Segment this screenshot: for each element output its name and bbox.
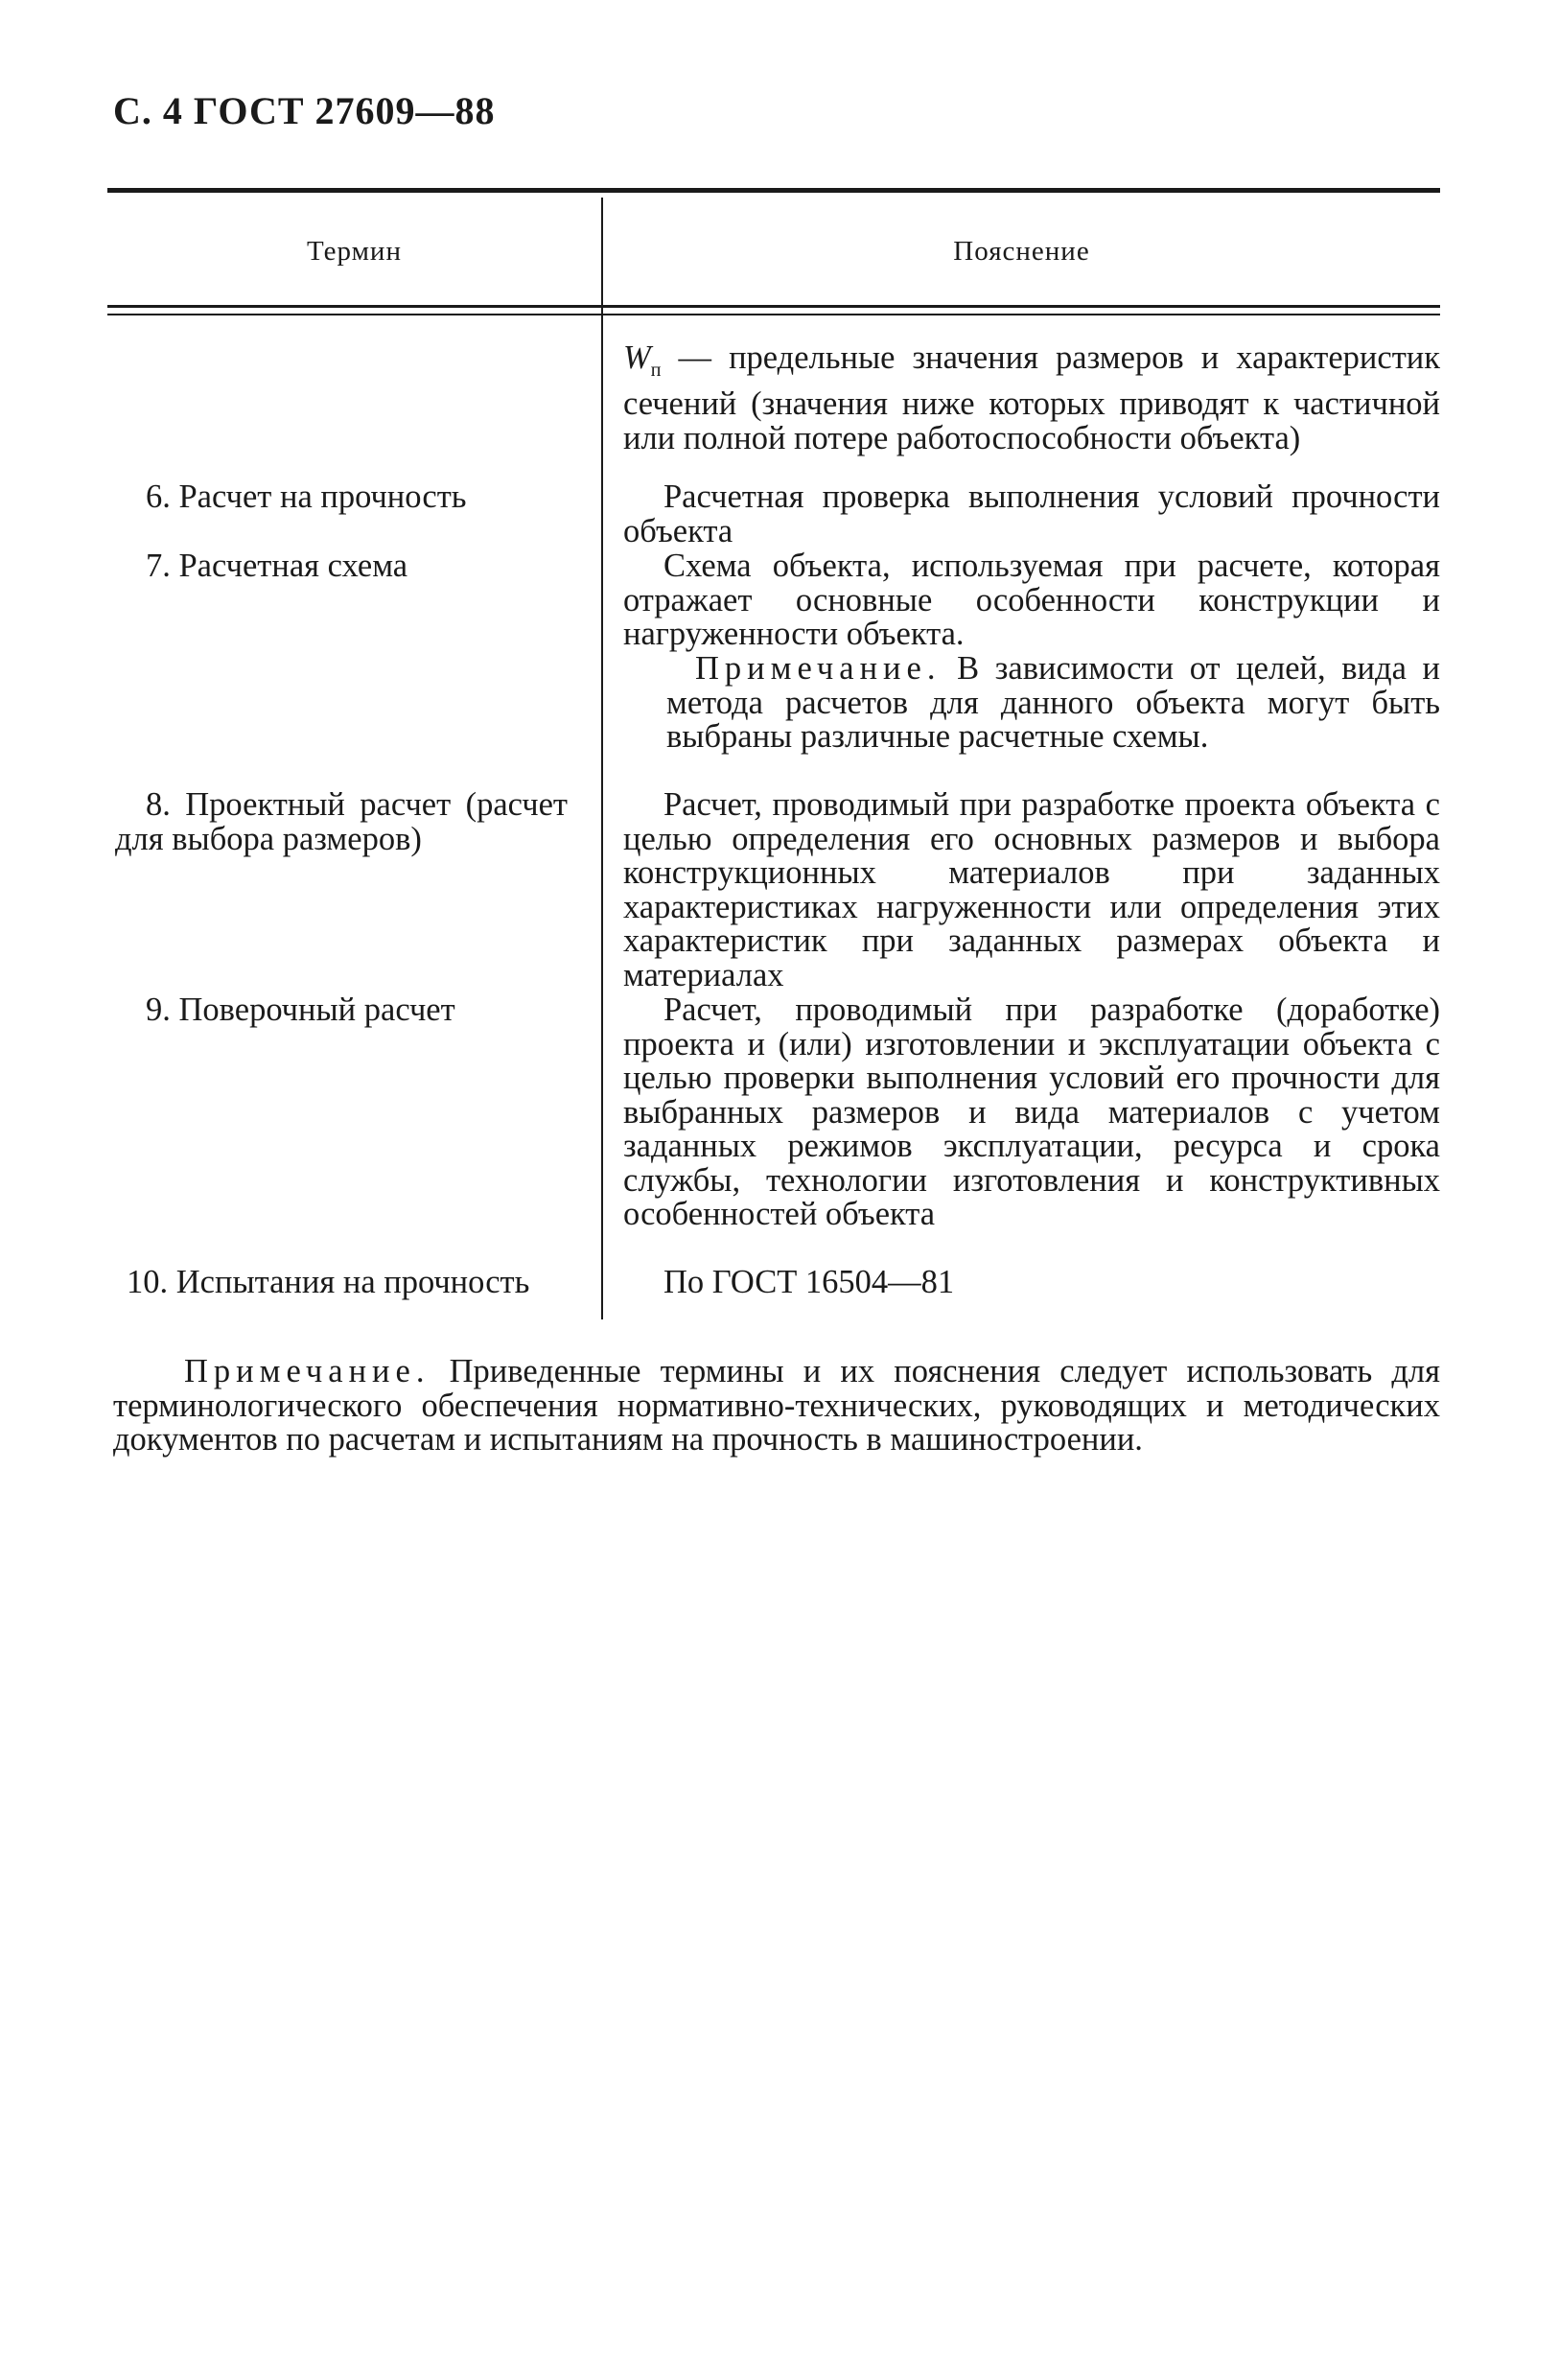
footnote-label: Примечание. [184,1353,430,1389]
term-7: 7. Расчетная схема [146,548,408,584]
column-divider [601,198,603,1319]
explanation-9: Расчет, проводимый при разработке (доработке) проекта и (или) изготовлении и эксплуатации объекта с целью проверки выполнения условий его прочности для выбранных размеров и вида материалов с учетом заданных режимов эксплуатации, ресурса и срока службы, технологии изготовления и конструктивных особенностей объекта [623,992,1440,1232]
footnote-text: Приведенные термины и их пояснения следует использовать для терминологического обеспечения нормативно-технических, руководящих и методических документов по расчетам и испытаниям на прочность в машиностроении. [113,1353,1440,1458]
page-header: С. 4 ГОСТ 27609—88 [113,89,496,132]
table-top-rule [107,188,1440,193]
explanation-7: Схема объекта, используемая при расчете, которая отражает основные особенности конструкции и нагруженности объекта. [623,548,1440,652]
header-rule-lower [107,314,1440,315]
term-8: 8. Проектный расчет (расчет для выбора размеров) [115,786,568,857]
term-9: 9. Поверочный расчет [146,992,455,1028]
column-header-term: Термин [307,236,402,267]
symbol-w: W [623,339,651,376]
symbol-subscript: п [650,359,662,381]
term-6: 6. Расчет на прочность [146,478,467,515]
footnote [113,1355,1440,1458]
column-header-explanation: Пояснение [953,236,1090,267]
header-rule-upper [107,305,1440,308]
explanation-6: Расчетная проверка выполнения условий прочности объекта [623,478,1440,549]
note-text: В зависимости от целей, вида и метода расчетов для данного объекта могут быть выбраны различные расчетные схемы. [666,650,1440,755]
note-label: Примечание. [695,650,942,687]
term-10: 10. Испытания на прочность [127,1264,530,1300]
explanation-7-note [666,652,1440,755]
explanation-8: Расчет, проводимый при разработке проекта объекта с целью определения его основных размеров и выбора конструкционных материалов при заданных характеристиках нагруженности или определения этих характеристик при заданных размерах объекта и материалах [623,786,1440,993]
continuation-explanation [623,341,1440,455]
continuation-text: — предельные значения размеров и характеристик сечений (значения ниже которых приводят к частичной или полной потере работоспособности объекта) [623,339,1440,456]
explanation-10: По ГОСТ 16504—81 [663,1264,955,1300]
